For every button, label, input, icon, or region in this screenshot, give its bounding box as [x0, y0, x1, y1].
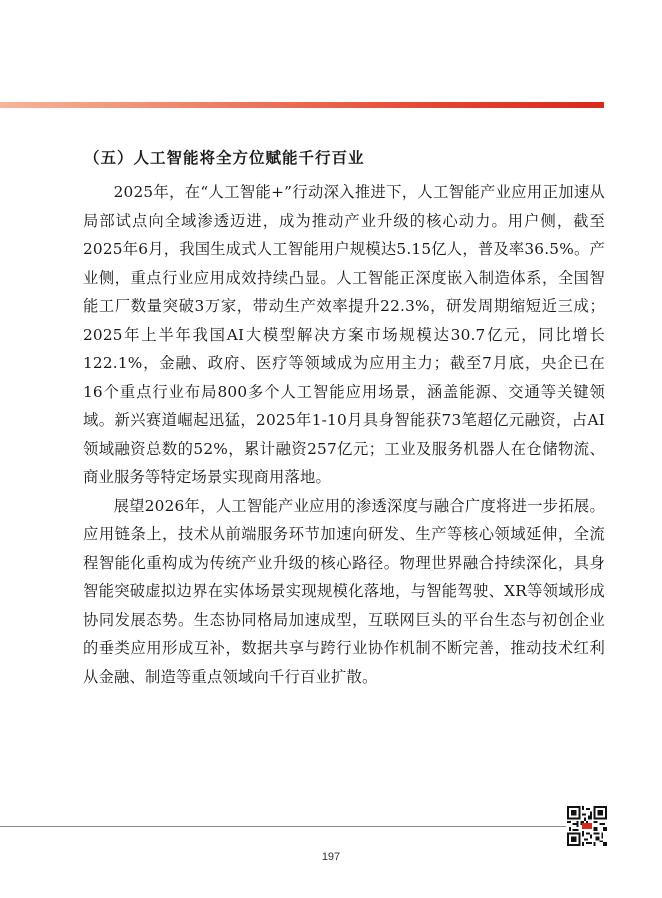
footer-divider — [0, 826, 566, 827]
paragraph-2: 展望2026年，人工智能产业应用的渗透深度与融合广度将进一步拓展。应用链条上，技术从前端服务环节加速向研发、生产等核心领域延伸，全流程智能化重构成为传统产业升级的核心路径。物理世界融合持续深化，具身智能突破虚拟边界在实体场景实现规模化落地，与智能驾驶、XR等领域形成协同发展态势。生态协同格局加速成型，互联网巨头的平台生态与初创企业的垂类应用形成互补，数据共享与跨行业协作机制不断完善，推动技术红利从金融、制造等重点领域向千行百业扩散。 — [83, 496, 605, 686]
header-accent-band — [0, 102, 604, 108]
page-number: 197 — [321, 851, 341, 863]
paragraph-1: 2025年，在“人工智能+”行动深入推进下，人工智能产业应用正加速从局部试点向全域渗透迈进，成为推动产业升级的核心动力。用户侧，截至2025年6月，我国生成式人工智能用户规模达5.15亿人，普及率36.5%。产业侧，重点行业应用成效持续凸显。人工智能正深度嵌入制造体系，全国智能工厂数量突破3万家，带动生产效率提升22.3%，研发周期缩短近三成；2025年上半年我国AI大模型解决方案市场规模达30.7亿元，同比增长122.1%，金融、政府、医疗等领域成为应用主力；截至7月底，央企已在16个重点行业布局800多个人工智能应用场景，涵盖能源、交通等关键领域。新兴赛道崛起迅猛，2025年1-10月具身智能获73笔超亿元融资，占AI领域融资总数的52%，累计融资257亿元；工业及服务机器人在仓储物流、商业服务等特定场景实现商用落地。 — [83, 183, 605, 486]
qr-code-icon — [567, 806, 607, 846]
body-text — [83, 178, 605, 691]
section-heading: （五）人工智能将全方位赋能千行百业 — [84, 148, 365, 167]
